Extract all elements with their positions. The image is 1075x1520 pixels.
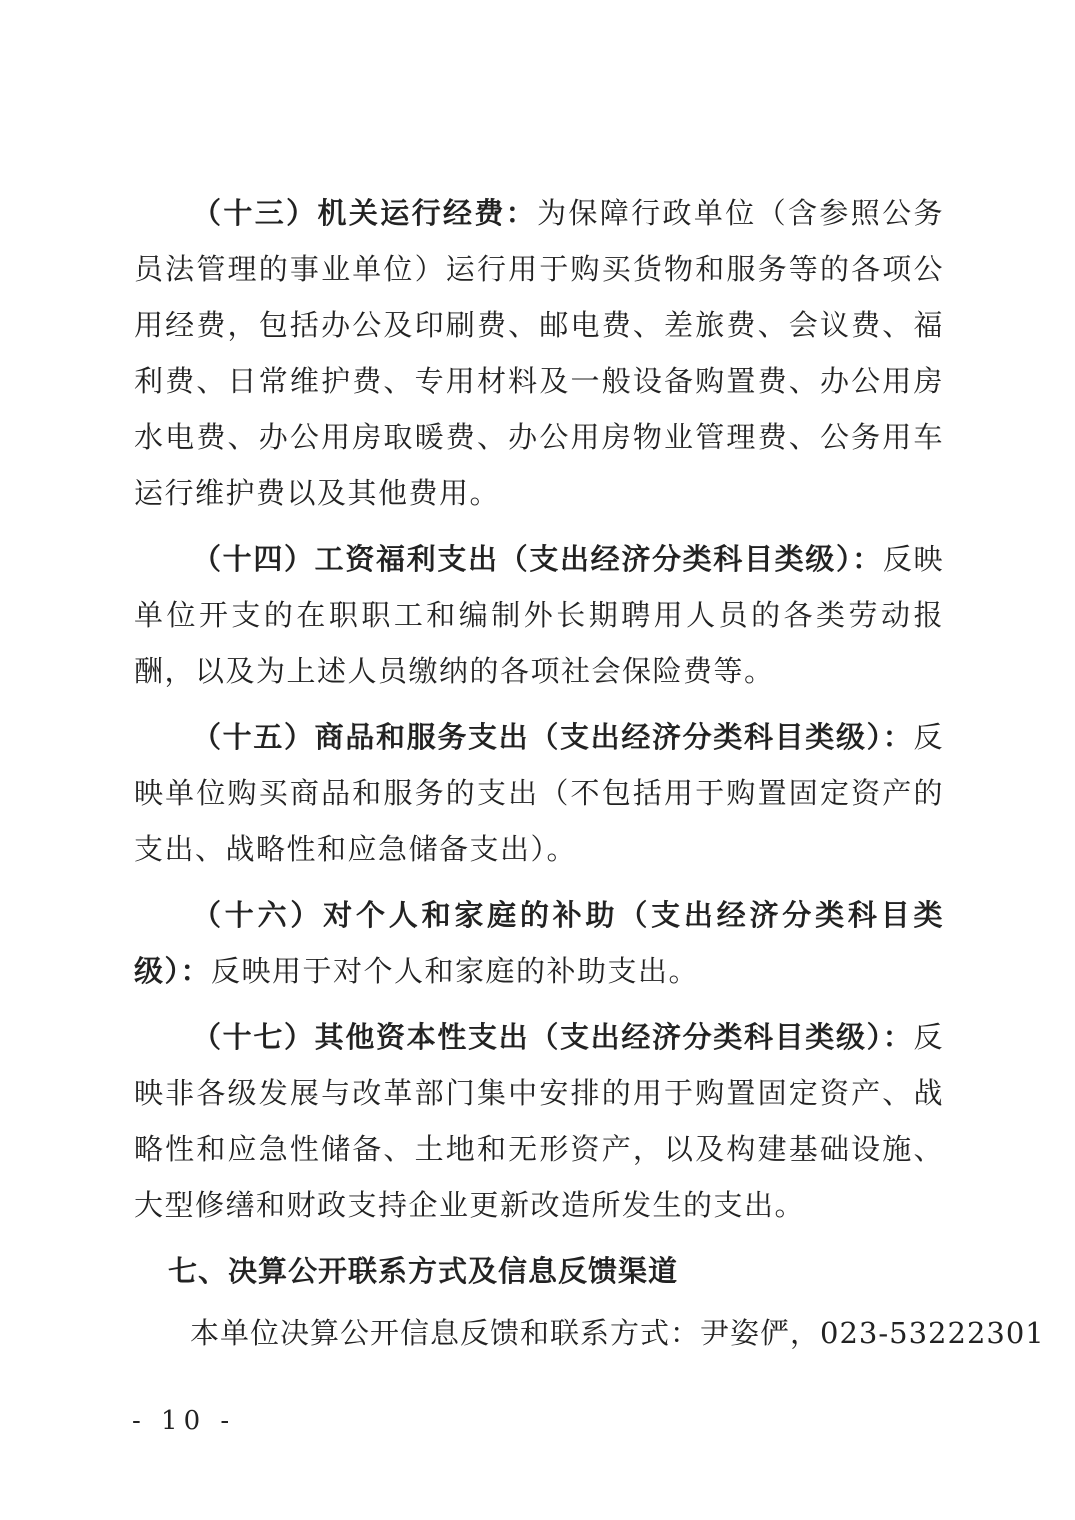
document-body [134, 185, 1045, 1361]
definition-14: 反映单位开支的在职职工和编制外长期聘用人员的各类劳动报酬，以及为上述人员缴纳的各项社会保险费等。 [134, 542, 944, 688]
definition-15: 反映单位购买商品和服务的支出（不包括用于购置固定资产的支出、战略性和应急储备支出）。 [134, 720, 944, 866]
definition-13: 为保障行政单位（含参照公务员法管理的事业单位）运行用于购买货物和服务等的各项公用经费，包括办公及印刷费、邮电费、差旅费、会议费、福利费、日常维护费、专用材料及一般设备购置费、办公用房水电费、办公用房取暖费、办公用房物业管理费、公务用车运行维护费以及其他费用。 [134, 196, 944, 510]
paragraph-17 [134, 1009, 944, 1233]
section-heading: 七、决算公开联系方式及信息反馈渠道 [168, 1254, 679, 1288]
paragraph-15 [134, 709, 944, 877]
paragraph-14 [134, 531, 944, 699]
term-17: （十七）其他资本性支出（支出经济分类科目类级）： [192, 1020, 914, 1054]
term-14: （十四）工资福利支出（支出经济分类科目类级）： [192, 542, 883, 576]
page-number: - 10 - [132, 1406, 236, 1436]
paragraph-13 [134, 185, 944, 521]
term-16: （十六）对个人和家庭的补助（支出经济分类科目类级）： [134, 898, 944, 988]
definition-16: 反映用于对个人和家庭的补助支出。 [211, 954, 700, 988]
term-15: （十五）商品和服务支出（支出经济分类科目类级）： [192, 720, 914, 754]
definition-17: 反映非各级发展与改革部门集中安排的用于购置固定资产、战略性和应急性储备、土地和无形资产，以及构建基础设施、大型修缮和财政支持企业更新改造所发生的支出。 [134, 1020, 944, 1222]
contact-line: 本单位决算公开信息反馈和联系方式：尹姿俨，023-53222301 [190, 1316, 1045, 1350]
term-13: （十三）机关运行经费： [192, 196, 538, 230]
paragraph-16 [134, 887, 944, 999]
